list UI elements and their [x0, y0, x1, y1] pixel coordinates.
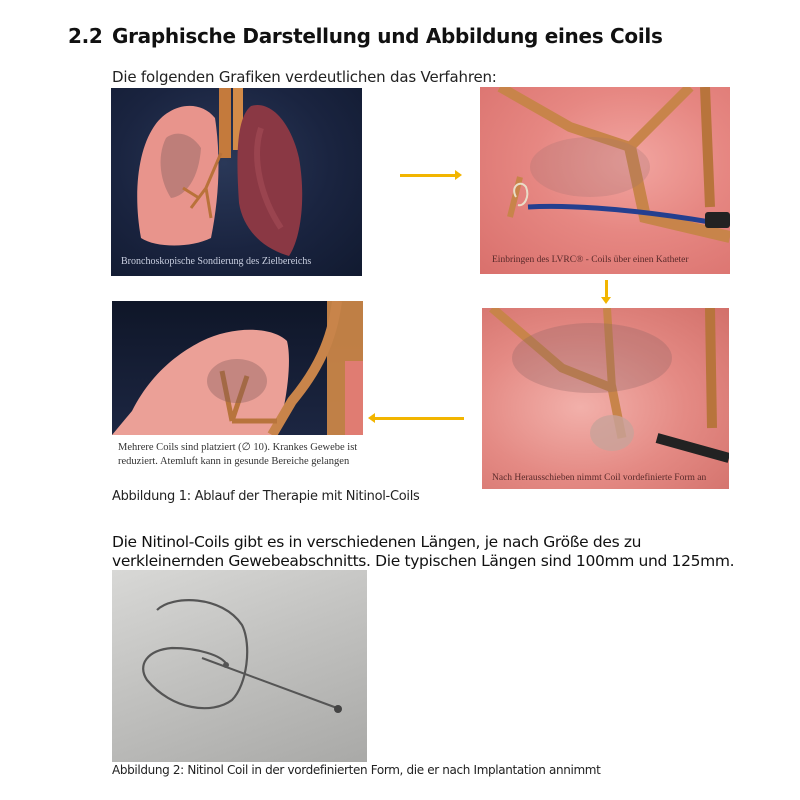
panel-1-caption: Bronchoskopische Sondierung des Zielbereichs: [121, 256, 312, 267]
figure1-panel-4: [112, 301, 363, 435]
coil-deployed-illustration: [482, 308, 729, 489]
panel-4-caption: Mehrere Coils sind platziert (∅ 10). Krankes Gewebe ist reduziert. Atemluft kann in gesunde Bereiche gelangen: [118, 442, 358, 467]
section-number: 2.2: [68, 24, 103, 48]
section-heading: [68, 24, 663, 48]
lungs-illustration: [111, 88, 362, 276]
intro-text: Die folgenden Grafiken verdeutlichen das Verfahren:: [112, 68, 497, 86]
figure1-panel-2: [480, 87, 730, 274]
arrow-right-head-icon: [455, 170, 462, 180]
coils-placed-illustration: [112, 301, 363, 435]
arrow-right: [400, 174, 456, 177]
coil-lengths-paragraph: Die Nitinol-Coils gibt es in verschiedenen Längen, je nach Größe des zu verkleinernden Gewebeabschnitts. Die typischen Längen sind 100mm und 125mm.: [112, 533, 735, 570]
section-title: Graphische Darstellung und Abbildung eines Coils: [112, 24, 663, 48]
figure1-panel-1: [111, 88, 362, 276]
figure1-panel-3: [482, 308, 729, 489]
panel-3-caption: Nach Herausschieben nimmt Coil vordefinierte Form an: [492, 473, 707, 483]
figure-2-label: Abbildung 2: Nitinol Coil in der vordefinierten Form, die er nach Implantation annimmt: [112, 763, 601, 777]
figure-1-label: Abbildung 1: Ablauf der Therapie mit Nitinol-Coils: [112, 489, 420, 504]
panel-2-caption: Einbringen des LVRC® - Coils über einen Katheter: [492, 255, 689, 265]
arrow-down: [605, 280, 608, 298]
arrow-left: [374, 417, 464, 420]
coil-wire-drawing: [112, 570, 367, 762]
nitinol-coil-photo: [112, 570, 367, 762]
arrow-down-head-icon: [601, 297, 611, 304]
catheter-illustration: [480, 87, 730, 274]
